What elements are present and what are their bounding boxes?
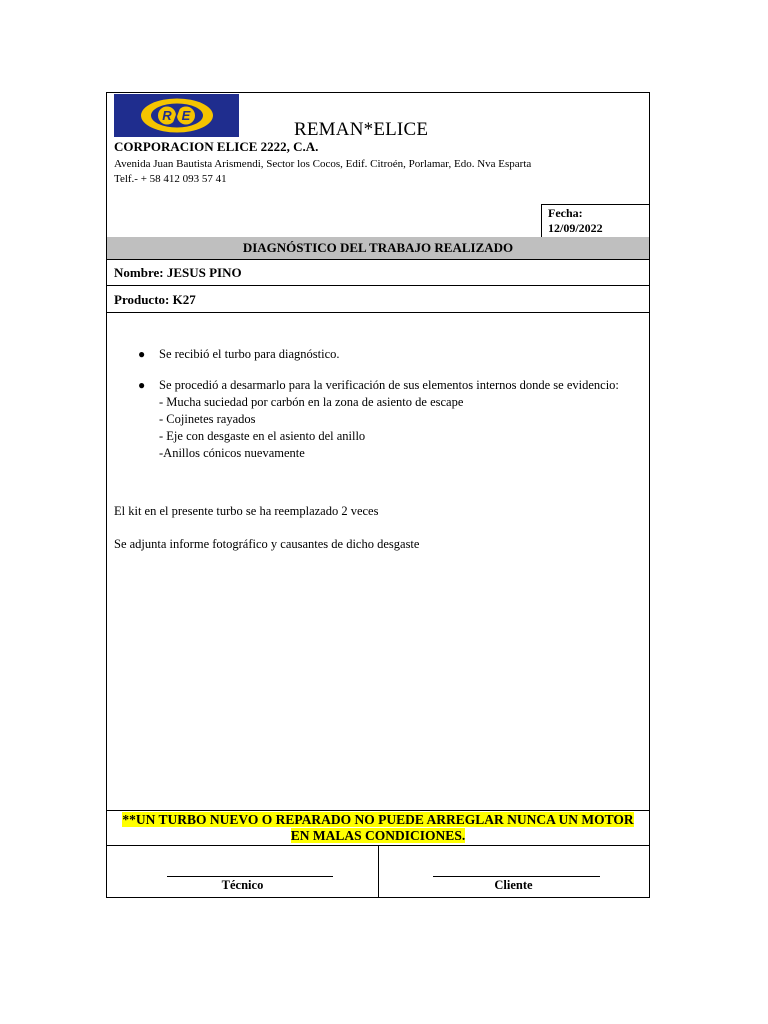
- diagnosis-document: [106, 92, 650, 898]
- product-row: Producto: K27: [107, 287, 649, 313]
- list-item: [138, 377, 643, 462]
- list-item: [138, 346, 643, 363]
- warning-line-1: **UN TURBO NUEVO O REPARADO NO PUEDE ARREGLAR NUNCA UN MOTOR: [122, 812, 634, 827]
- brand-name: REMAN*ELICE: [294, 119, 429, 140]
- finding-item: - Mucha suciedad por carbón en la zona de asiento de escape: [159, 395, 464, 409]
- technician-signature: [107, 846, 379, 897]
- bullet-text: Se procedió a desarmarlo para la verificación de sus elementos internos donde se evidencio:: [159, 378, 619, 392]
- bullet-icon: ●: [138, 378, 146, 392]
- document-header: [107, 93, 649, 238]
- diagnosis-body: [107, 313, 649, 811]
- company-contact: [114, 157, 531, 187]
- company-logo: [114, 94, 239, 137]
- signature-line: [433, 876, 600, 877]
- date-label: Fecha:: [548, 206, 583, 220]
- warning-line-2: EN MALAS CONDICIONES.: [290, 828, 466, 843]
- company-address: Avenida Juan Bautista Arismendi, Sector los Cocos, Edif. Citroén, Porlamar, Edo. Nva Esparta: [114, 158, 532, 170]
- document-title: DIAGNÓSTICO DEL TRABAJO REALIZADO: [107, 237, 649, 260]
- technician-label: Técnico: [221, 878, 264, 892]
- attachment-note: Se adjunta informe fotográfico y causantes de dicho desgaste: [114, 537, 420, 551]
- date-value: 12/09/2022: [548, 221, 603, 235]
- finding-item: - Eje con desgaste en el asiento del anillo: [159, 429, 366, 443]
- date-box: [541, 204, 649, 237]
- client-label: Cliente: [494, 878, 533, 892]
- svg-text:E: E: [181, 108, 191, 123]
- finding-item: -Anillos cónicos nuevamente: [159, 446, 305, 460]
- client-signature: [378, 846, 649, 897]
- bullet-icon: ●: [138, 347, 146, 361]
- warning-notice: [107, 810, 649, 846]
- company-phone: Telf.- + 58 412 093 57 41: [114, 173, 227, 185]
- finding-item: - Cojinetes rayados: [159, 412, 256, 426]
- kit-note: El kit en el presente turbo se ha reemplazado 2 veces: [114, 504, 379, 518]
- svg-text:R: R: [162, 108, 172, 123]
- signature-line: [167, 876, 333, 877]
- client-name-row: Nombre: JESUS PINO: [107, 260, 649, 286]
- bullet-text: Se recibió el turbo para diagnóstico.: [159, 347, 340, 361]
- company-name: CORPORACION ELICE 2222, C.A.: [114, 139, 319, 154]
- diagnosis-list: [138, 346, 643, 476]
